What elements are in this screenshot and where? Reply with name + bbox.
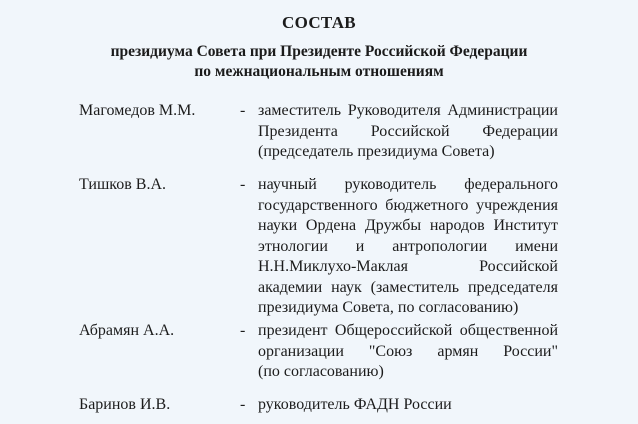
subtitle-line: президиума Совета при Президенте Российской Федерации: [110, 43, 528, 60]
member-dash: -: [240, 322, 246, 339]
description-line: заместитель Руководителя Администрации: [258, 102, 558, 119]
member-name: Абрамян А.А.: [79, 322, 175, 339]
member-name: Тишков В.А.: [79, 176, 166, 193]
description-line: (по согласованию): [258, 363, 384, 380]
member-name: Баринов И.В.: [79, 396, 171, 413]
member-dash: -: [240, 396, 246, 413]
description-line: Н.Н.Миклухо-Маклая Российской: [258, 258, 558, 275]
description-line: организации "Союз армян России": [258, 342, 558, 360]
member-description: [258, 101, 558, 163]
member-dash: -: [240, 102, 246, 119]
description-line: Президента Российской Федерации: [258, 122, 558, 140]
description-line: научный руководитель федерального: [258, 176, 558, 193]
description-line: президиума Совета, по согласованию): [258, 299, 519, 316]
description-line: президент Общероссийской общественной: [258, 322, 558, 339]
description-line: (председатель президиума Совета): [258, 143, 495, 160]
member-description: [258, 175, 558, 319]
description-line: руководитель ФАДН России: [258, 396, 452, 413]
description-line: науки Ордена Дружбы народов Институт: [258, 217, 558, 234]
description-line: академии наук (заместитель председателя: [258, 278, 558, 296]
document-title: СОСТАВ: [282, 13, 356, 32]
description-line: этнологии и антропологии имени: [258, 237, 558, 255]
document-subtitle: [0, 42, 638, 82]
member-description: [258, 395, 558, 416]
subtitle-line: по межнациональным отношениям: [194, 63, 444, 80]
member-name: Магомедов М.М.: [79, 102, 196, 119]
member-dash: -: [240, 176, 246, 193]
description-line: государственного бюджетного учреждения: [258, 196, 558, 214]
member-description: [258, 321, 558, 383]
